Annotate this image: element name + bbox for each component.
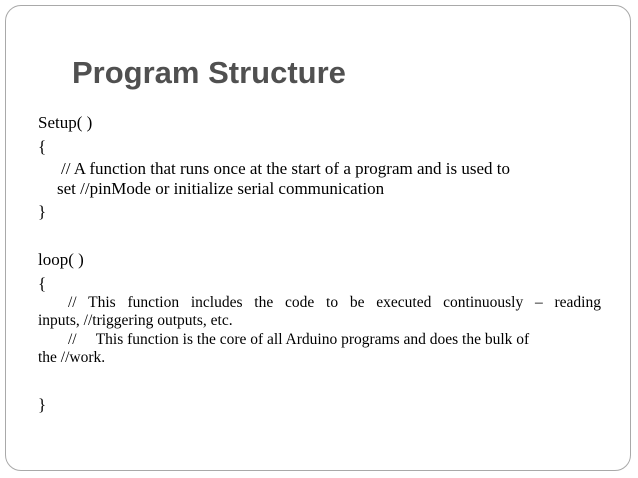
setup-header: Setup( ) xyxy=(38,113,93,132)
loop-comment-2-line-1: // This function is the core of all Arduino programs and does the bulk of xyxy=(68,331,530,348)
loop-comment-1-line-1: // This function includes the code to be executed continuously – reading xyxy=(68,294,601,311)
setup-close-brace: } xyxy=(38,202,47,221)
loop-comment-1-line-2: inputs, //triggering outputs, etc. xyxy=(38,312,233,329)
loop-header: loop( ) xyxy=(38,250,84,269)
slide-title: Program Structure xyxy=(72,55,346,90)
loop-open-brace: { xyxy=(38,274,47,293)
loop-close-brace: } xyxy=(38,395,47,414)
setup-comment-line-1: // A function that runs once at the start of a program and is used to xyxy=(61,159,510,178)
loop-comment-2-line-2: the //work. xyxy=(38,349,106,366)
setup-comment-line-2: set //pinMode or initialize serial communication xyxy=(57,179,385,198)
setup-open-brace: { xyxy=(38,137,47,156)
